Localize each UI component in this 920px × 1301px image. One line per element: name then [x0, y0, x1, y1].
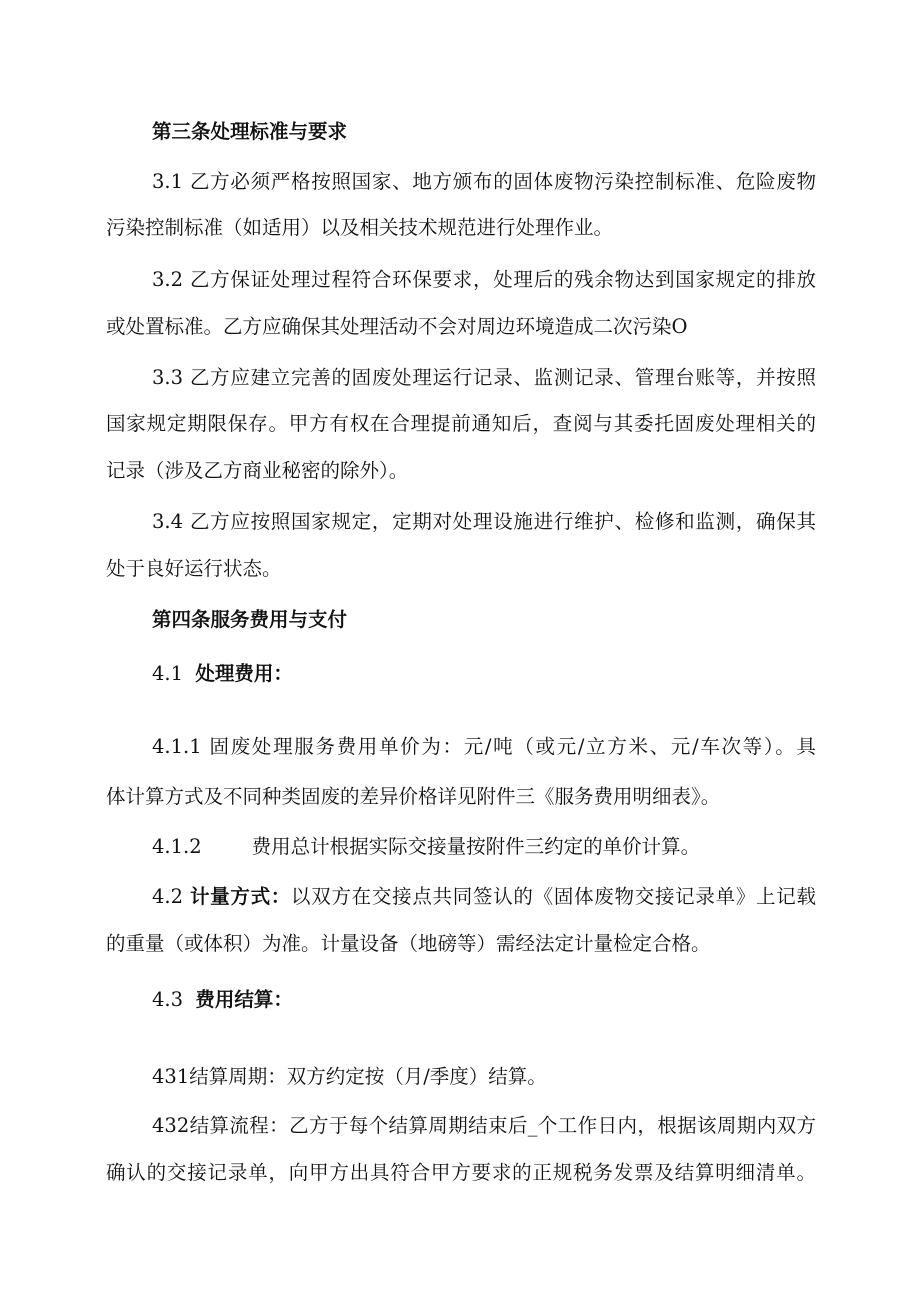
clause-3-2-cont: 或处置标准。乙方应确保其处理活动不会对周边环境造成二次污染O: [106, 315, 688, 338]
clause-4-1-1-cont: 体计算方式及不同种类固废的差异价格详见附件三《服务费用明细表》。: [106, 785, 721, 808]
clause-text: 乙方保证处理过程符合环保要求，处理后的残余物达到国家规定的排放: [189, 268, 816, 291]
clause-3-3-cont: 国家规定期限保存。甲方有权在合理提前通知后，查阅与其委托固废处理相关的: [106, 412, 816, 435]
clause-number: 4.3: [152, 988, 184, 1011]
clause-text: 乙方应建立完善的固废处理运行记录、监测记录、管理台账等，并按照: [189, 366, 816, 389]
clause-3-4: [152, 508, 816, 536]
clause-text: 费用总计根据实际交接量按附件三约定的单价计算。: [251, 835, 701, 858]
clause-text: 固废处理服务费用单价为：元/吨（或元/立方米、元/车次等）。具: [209, 735, 816, 758]
clause-3-1: [152, 168, 816, 196]
clause-3-2: [152, 266, 816, 294]
clause-4-1-1: [152, 733, 816, 761]
clause-number: 3.3: [152, 366, 184, 389]
clause-3-3-cont-2: 记录（涉及乙方商业秘密的除外）。: [106, 459, 409, 482]
clause-number: 4.2: [152, 885, 184, 908]
clause-3-4-cont: 处于良好运行状态。: [106, 557, 282, 580]
clause-3-1-cont: 污染控制标准（如适用）以及相关技术规范进行处理作业。: [106, 216, 614, 239]
clause-title: 费用结算：: [195, 988, 293, 1011]
clause-4-3: [152, 986, 816, 1014]
clause-4-1-2: [152, 833, 816, 861]
clause-text: 乙方应按照国家规定，定期对处理设施进行维护、检修和监测，确保其: [189, 510, 816, 533]
clause-number: 3.2: [152, 268, 184, 291]
clause-4-3-1: 431结算周期：双方约定按（月/季度）结算。: [152, 1065, 547, 1088]
article-3-heading: 第三条处理标准与要求: [152, 120, 348, 143]
clause-text: 以双方在交接点共同签认的《固体废物交接记录单》上记载: [291, 885, 816, 908]
clause-text: 乙方必须严格按照国家、地方颁布的固体废物污染控制标准、危险废物: [189, 170, 816, 193]
clause-number: 4.1: [152, 662, 184, 685]
clause-4-2: [152, 883, 816, 911]
clause-3-3: [152, 364, 816, 392]
clause-4-3-2: 432结算流程：乙方于每个结算周期结束后_个工作日内，根据该周期内双方: [152, 1114, 816, 1137]
clause-number: 4.1.1: [152, 735, 202, 758]
clause-4-2-cont: 的重量（或体积）为准。计量设备（地磅等）需经法定计量检定合格。: [106, 932, 711, 955]
clause-number: 4.1.2: [152, 835, 202, 858]
clause-number: 3.1: [152, 170, 184, 193]
clause-4-1: [152, 660, 816, 688]
clause-number: 3.4: [152, 510, 184, 533]
clause-4-3-2-cont: 确认的交接记录单，向甲方出具符合甲方要求的正规税务发票及结算明细清单。: [106, 1161, 816, 1184]
clause-title: 计量方式：: [189, 885, 292, 908]
clause-title: 处理费用：: [195, 662, 293, 685]
article-4-heading: 第四条服务费用与支付: [152, 608, 348, 631]
